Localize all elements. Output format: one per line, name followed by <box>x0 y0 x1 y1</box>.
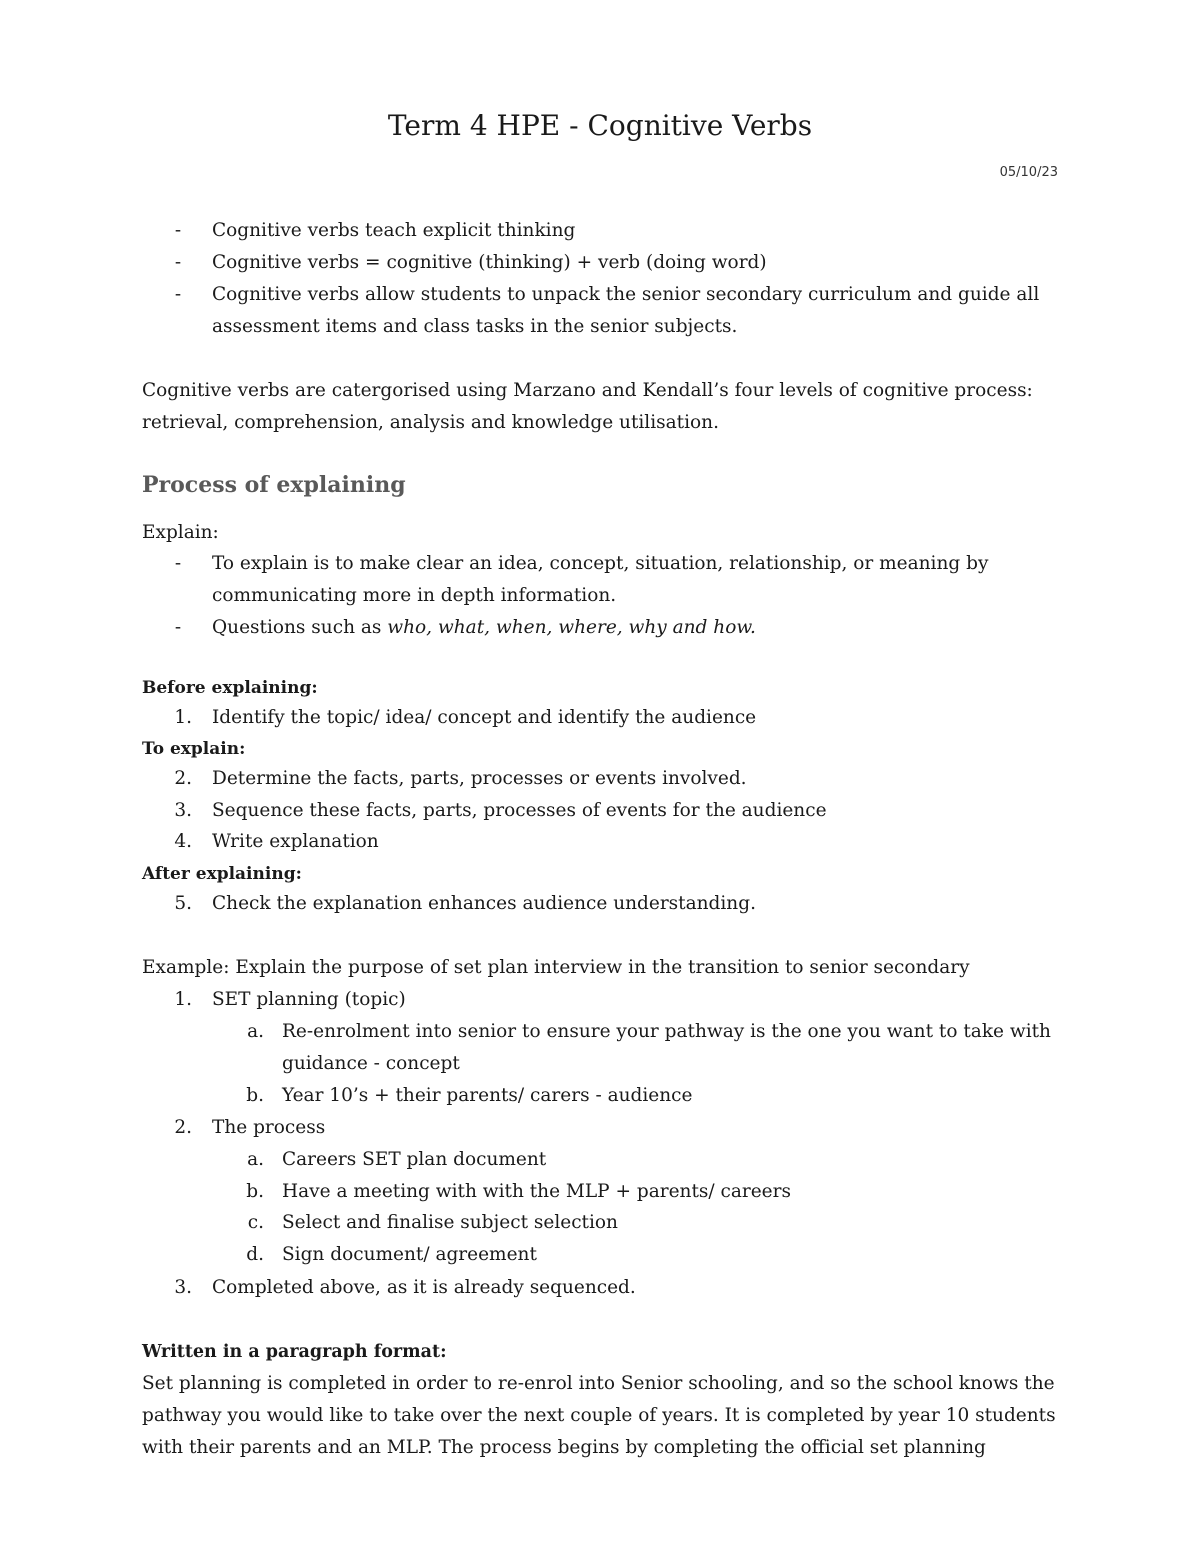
list-number: 2. <box>174 768 192 789</box>
example-item-2c: Select and finalise subject selection <box>282 1212 618 1233</box>
step-4: Write explanation <box>212 831 379 852</box>
paragraph-line-3: with their parents and an MLP. The process begins by completing the official set planning <box>142 1437 986 1458</box>
intro-bullet-3: Cognitive verbs allow students to unpack the senior secondary curriculum and guide all <box>212 284 1040 305</box>
section-heading: Process of explaining <box>142 472 406 498</box>
step-3: Sequence these facts, parts, processes of events for the audience <box>212 800 827 821</box>
paragraph-line-2: pathway you would like to take over the next couple of years. It is completed by year 10 students <box>142 1405 1056 1426</box>
to-explain-label: To explain: <box>142 739 246 759</box>
document-date: 05/10/23 <box>999 165 1058 180</box>
list-letter: b. <box>246 1085 264 1106</box>
list-number: 1. <box>174 989 192 1010</box>
example-item-1a: Re-enrolment into senior to ensure your pathway is the one you want to take with <box>282 1021 1051 1042</box>
list-letter: a. <box>247 1021 264 1042</box>
intro-bullet-2: Cognitive verbs = cognitive (thinking) + verb (doing word) <box>212 252 767 273</box>
bullet-marker: - <box>174 553 182 574</box>
paragraph-line-1: Set planning is completed in order to re-enrol into Senior schooling, and so the school knows the <box>142 1373 1055 1394</box>
example-item-3: Completed above, as it is already sequenced. <box>212 1277 636 1298</box>
intro-bullet-1: Cognitive verbs teach explicit thinking <box>212 220 576 241</box>
example-item-2b: Have a meeting with with the MLP + parents/ careers <box>282 1181 791 1202</box>
bullet-marker: - <box>174 284 182 305</box>
list-number: 5. <box>174 893 192 914</box>
explain-bullet-1: To explain is to make clear an idea, concept, situation, relationship, or meaning by <box>212 553 989 574</box>
list-letter: d. <box>246 1244 264 1265</box>
step-5: Check the explanation enhances audience understanding. <box>212 893 756 914</box>
example-item-2a: Careers SET plan document <box>282 1149 547 1170</box>
bullet-marker: - <box>174 617 182 638</box>
page-title: Term 4 HPE - Cognitive Verbs <box>387 109 813 142</box>
paragraph-format-label: Written in a paragraph format: <box>142 1342 447 1362</box>
explain-bullet-2-text: Questions such as <box>212 617 388 638</box>
list-number: 3. <box>174 1277 192 1298</box>
example-item-1b: Year 10’s + their parents/ carers - audience <box>282 1085 693 1106</box>
list-letter: a. <box>247 1149 264 1170</box>
list-letter: c. <box>247 1212 264 1233</box>
step-1: Identify the topic/ idea/ concept and identify the audience <box>212 707 757 728</box>
example-intro: Example: Explain the purpose of set plan interview in the transition to senior secondary <box>142 957 970 978</box>
explain-label: Explain: <box>142 522 219 543</box>
list-number: 2. <box>174 1117 192 1138</box>
explain-bullet-1-cont: communicating more in depth information. <box>212 585 617 606</box>
example-item-2d: Sign document/ agreement <box>282 1244 537 1265</box>
list-number: 4. <box>174 831 192 852</box>
list-letter: b. <box>246 1181 264 1202</box>
explain-bullet-2 <box>212 612 756 644</box>
bullet-marker: - <box>174 220 182 241</box>
intro-bullet-3-cont: assessment items and class tasks in the senior subjects. <box>212 316 738 337</box>
example-item-1: SET planning (topic) <box>212 989 406 1010</box>
before-explaining-label: Before explaining: <box>142 678 318 698</box>
list-number: 3. <box>174 800 192 821</box>
after-explaining-label: After explaining: <box>142 864 302 884</box>
bullet-marker: - <box>174 252 182 273</box>
example-item-1a-cont: guidance - concept <box>282 1053 460 1074</box>
intro-paragraph-line-1: Cognitive verbs are catergorised using Marzano and Kendall’s four levels of cognitive process: <box>142 380 1033 401</box>
list-number: 1. <box>174 707 192 728</box>
step-2: Determine the facts, parts, processes or events involved. <box>212 768 747 789</box>
example-item-2: The process <box>212 1117 326 1138</box>
explain-bullet-2-questions: who, what, when, where, why and how. <box>387 617 756 638</box>
intro-paragraph-line-2: retrieval, comprehension, analysis and knowledge utilisation. <box>142 412 719 433</box>
